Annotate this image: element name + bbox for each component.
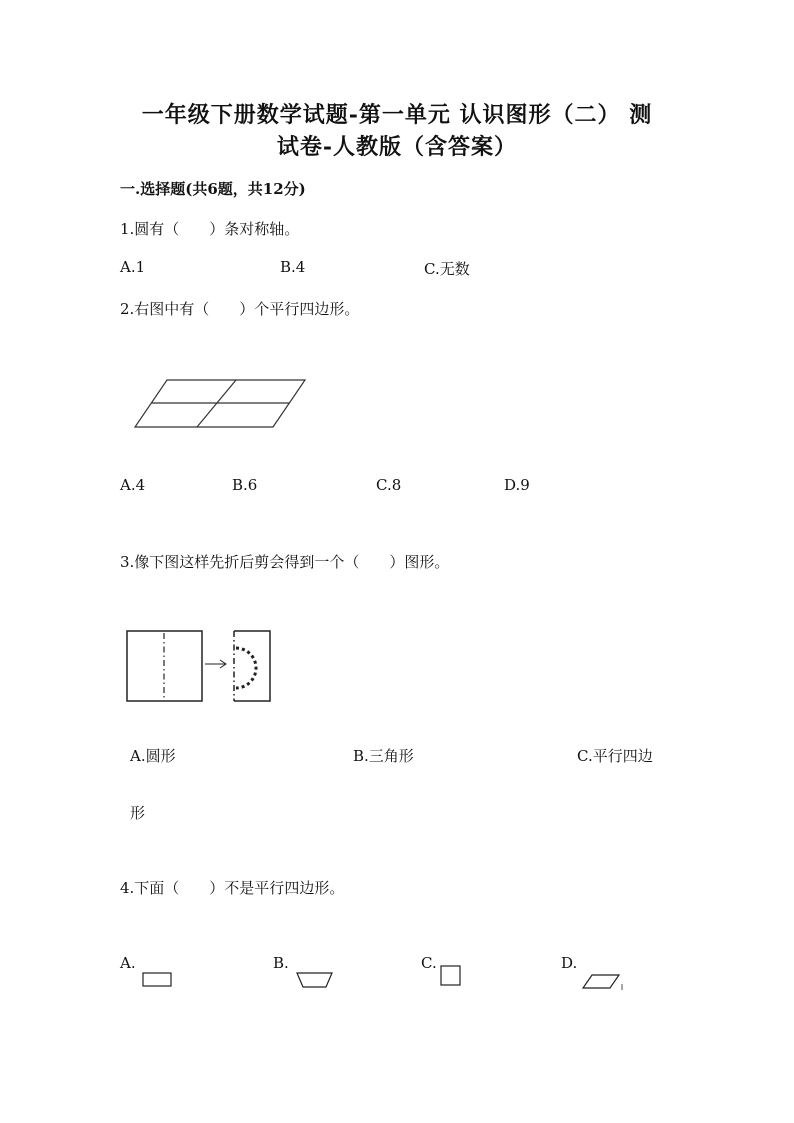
question-2-option-b: B.6	[232, 476, 258, 494]
section-heading: 一.选择题(共6题，共12分)	[120, 180, 306, 198]
question-2-option-d: D.9	[504, 476, 530, 494]
question-4-option-d: D.	[561, 954, 578, 972]
question-1-option-b: B.4	[280, 258, 306, 276]
question-4-option-c: C.	[421, 954, 437, 972]
page-title-line-1: 一年级下册数学试题-第一单元 认识图形（二） 测	[141, 102, 653, 128]
shape-a-rectangle	[143, 973, 171, 986]
question-4-option-a: A.	[120, 954, 136, 972]
page-title-line-2: 试卷-人教版（含答案）	[276, 134, 518, 160]
question-3-text: 3.像下图这样先折后剪会得到一个（ ）图形。	[120, 553, 450, 571]
shape-b-trapezoid	[297, 973, 332, 987]
question-4-option-b: B.	[273, 954, 289, 972]
question-2-text: 2.右图中有（ ）个平行四边形。	[120, 300, 360, 318]
question-1-option-a: A.1	[120, 258, 146, 276]
question-2-option-a: A.4	[120, 476, 146, 494]
question-2-option-c: C.8	[376, 476, 402, 494]
question-3-option-c: C.平行四边	[577, 747, 653, 765]
question-3-option-b: B.三角形	[353, 747, 414, 765]
question-3-option-c-wrap: 形	[130, 804, 146, 822]
question-1-option-c: C.无数	[424, 260, 470, 278]
question-4-text: 4.下面（ ）不是平行四边形。	[120, 879, 345, 897]
shape-d-parallelogram	[583, 975, 619, 988]
question-3-option-a: A.圆形	[130, 747, 176, 765]
shape-c-square	[441, 966, 460, 985]
question-1-text: 1.圆有（ ）条对称轴。	[120, 220, 300, 238]
